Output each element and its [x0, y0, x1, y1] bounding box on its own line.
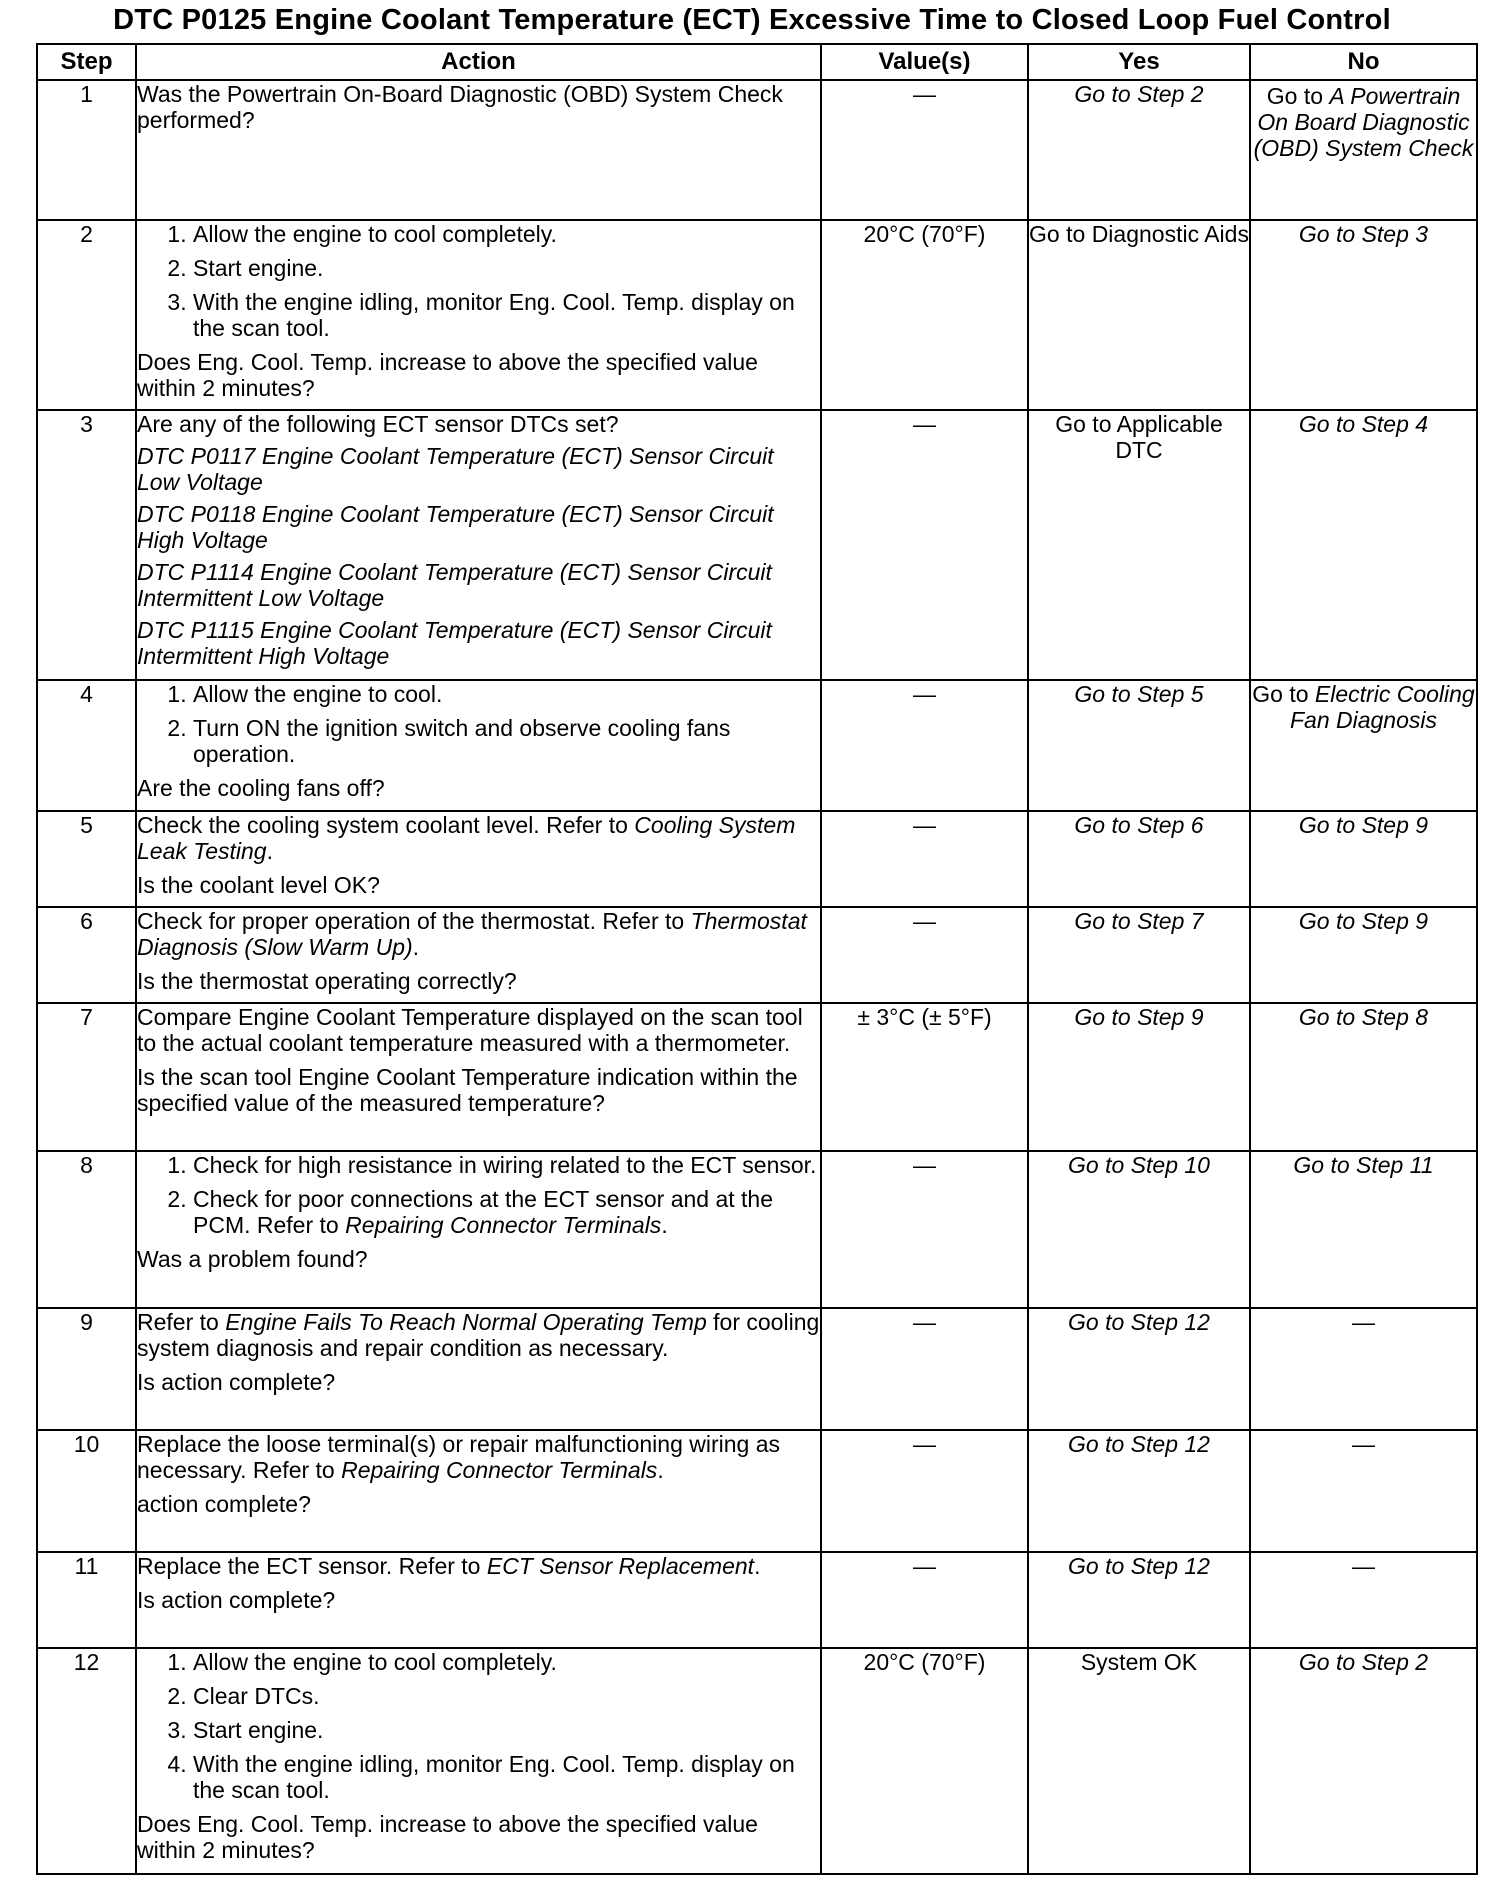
- value-cell: —: [821, 1552, 1028, 1648]
- action-step: 1. Check for high resistance in wiring related to the ECT sensor.: [193, 1152, 820, 1178]
- table-row-step-10: [37, 1430, 1477, 1552]
- table-row-step-6: [37, 907, 1477, 1003]
- no-cell: [1250, 680, 1477, 811]
- step-number: 5: [37, 811, 136, 907]
- no-cell: —: [1250, 1308, 1477, 1430]
- no-cell: —: [1250, 1430, 1477, 1552]
- action-text: Was the Powertrain On-Board Diagnostic (OBD) System Check performed?: [137, 81, 783, 133]
- action-text: [137, 1309, 820, 1361]
- dtc-reference[interactable]: DTC P0118 Engine Coolant Temperature (ECT) Sensor Circuit High Voltage: [137, 501, 774, 553]
- action-step: 1. Allow the engine to cool.: [193, 681, 820, 707]
- value-cell: —: [821, 1430, 1028, 1552]
- action-text-body: Refer to: [137, 1309, 219, 1335]
- reference-link[interactable]: Repairing Connector Terminals: [345, 1212, 662, 1238]
- yes-link[interactable]: Go to Step 10: [1068, 1152, 1210, 1178]
- action-step-list: [137, 1152, 820, 1238]
- table-row-step-1: [37, 80, 1477, 220]
- no-prefix: Go to: [1252, 681, 1309, 707]
- value-cell: —: [821, 410, 1028, 680]
- no-cell: —: [1250, 1552, 1477, 1648]
- action-step: [193, 1186, 820, 1238]
- yes-link[interactable]: Go to Step 5: [1074, 681, 1204, 707]
- action-text-end: .: [657, 1457, 664, 1483]
- no-link[interactable]: Go to Step 4: [1298, 411, 1429, 437]
- step-number: 1: [37, 80, 136, 220]
- action-question: action complete?: [137, 1491, 311, 1517]
- dtc-reference[interactable]: DTC P0117 Engine Coolant Temperature (ECT) Sensor Circuit Low Voltage: [137, 443, 774, 495]
- step-number: 8: [37, 1151, 136, 1308]
- table-row-step-8: [37, 1151, 1477, 1308]
- value-cell: —: [821, 1308, 1028, 1430]
- table-row-step-4: [37, 680, 1477, 811]
- action-cell: [136, 80, 821, 220]
- yes-link[interactable]: Go to Step 6: [1074, 812, 1204, 838]
- value-cell: —: [821, 907, 1028, 1003]
- action-text-end: for cooling system diagnosis and repair condition as necessary.: [137, 1309, 820, 1361]
- step-number: 3: [37, 410, 136, 680]
- table-row-step-3: [37, 410, 1477, 680]
- yes-cell: [1028, 1308, 1250, 1430]
- action-cell: [136, 410, 821, 680]
- action-text-body: Replace the ECT sensor. Refer to: [137, 1553, 481, 1579]
- no-prefix: Go to: [1266, 83, 1324, 109]
- value-cell: ± 3°C (± 5°F): [821, 1003, 1028, 1151]
- action-question: Is the scan tool Engine Coolant Temperature indication within the specified value of the measured temperature?: [137, 1064, 798, 1116]
- action-question: Does Eng. Cool. Temp. increase to above the specified value within 2 minutes?: [137, 349, 758, 401]
- yes-link[interactable]: Go to Diagnostic Aids: [1029, 221, 1249, 247]
- reference-link[interactable]: Repairing Connector Terminals: [341, 1457, 658, 1483]
- action-text-body: Check the cooling system coolant level. Refer to: [137, 812, 628, 838]
- reference-link[interactable]: ECT Sensor Replacement: [486, 1553, 755, 1579]
- yes-cell: [1028, 1430, 1250, 1552]
- yes-cell: [1028, 811, 1250, 907]
- action-text: [137, 908, 820, 960]
- action-cell: [136, 1430, 821, 1552]
- yes-cell: [1028, 410, 1250, 680]
- table-row-step-2: [37, 220, 1477, 410]
- header-step: Step: [37, 44, 136, 80]
- action-cell: [136, 907, 821, 1003]
- action-cell: [136, 1308, 821, 1430]
- no-link[interactable]: Go to Step 3: [1298, 221, 1429, 247]
- no-link[interactable]: Go to Step 9: [1298, 908, 1429, 934]
- action-step-end: .: [661, 1212, 668, 1238]
- action-step: 2. Start engine.: [193, 255, 820, 281]
- action-text-end: .: [412, 934, 420, 960]
- reference-link[interactable]: Thermostat Diagnosis (Slow Warm Up): [137, 908, 807, 960]
- value-cell: 20°C (70°F): [821, 1648, 1028, 1874]
- action-step: 3. Start engine.: [193, 1717, 820, 1743]
- value-cell: —: [821, 811, 1028, 907]
- step-number: 11: [37, 1552, 136, 1648]
- yes-link[interactable]: Go to Step 12: [1068, 1431, 1210, 1457]
- action-question: Are any of the following ECT sensor DTCs set?: [137, 411, 619, 437]
- yes-cell: [1028, 1151, 1250, 1308]
- step-number: 7: [37, 1003, 136, 1151]
- no-cell: [1250, 1648, 1477, 1874]
- action-text-body: Replace the loose terminal(s) or repair malfunctioning wiring as necessary. Refer to: [137, 1431, 781, 1483]
- action-question: Are the cooling fans off?: [137, 775, 385, 801]
- no-cell: [1250, 1003, 1477, 1151]
- no-link[interactable]: Go to Step 2: [1298, 1649, 1429, 1675]
- table-row-step-7: [37, 1003, 1477, 1151]
- step-number: 4: [37, 680, 136, 811]
- no-link[interactable]: A Powertrain On Board Diagnostic (OBD) System Check: [1253, 83, 1474, 161]
- action-cell: [136, 1648, 821, 1874]
- yes-link[interactable]: System OK: [1080, 1649, 1198, 1675]
- action-step: 3. With the engine idling, monitor Eng. Cool. Temp. display on the scan tool.: [193, 289, 820, 341]
- value-cell: 20°C (70°F): [821, 220, 1028, 410]
- step-number: 9: [37, 1308, 136, 1430]
- step-number: 6: [37, 907, 136, 1003]
- action-step: 2. Turn ON the ignition switch and observe cooling fans operation.: [193, 715, 820, 767]
- action-question: Does Eng. Cool. Temp. increase to above the specified value within 2 minutes?: [137, 1811, 758, 1863]
- yes-link[interactable]: Go to Step 7: [1074, 908, 1204, 934]
- yes-cell: [1028, 1648, 1250, 1874]
- value-cell: —: [821, 680, 1028, 811]
- action-text: Compare Engine Coolant Temperature displayed on the scan tool to the actual coolant temperature measured with a thermometer.: [137, 1004, 803, 1056]
- yes-cell: [1028, 1003, 1250, 1151]
- action-step-list: [137, 1649, 820, 1803]
- action-step-list: [137, 221, 820, 341]
- no-link[interactable]: Go to Step 9: [1298, 812, 1429, 838]
- action-step-list: [137, 681, 820, 767]
- page-title: DTC P0125 Engine Coolant Temperature (ECT) Excessive Time to Closed Loop Fuel Control: [113, 4, 1391, 36]
- step-number: 12: [37, 1648, 136, 1874]
- action-cell: [136, 1552, 821, 1648]
- table-row-step-11: [37, 1552, 1477, 1648]
- action-cell: [136, 1151, 821, 1308]
- no-cell: [1250, 811, 1477, 907]
- diagnostic-table: [36, 43, 1478, 1875]
- table-row-step-12: [37, 1648, 1477, 1874]
- table-row-step-5: [37, 811, 1477, 907]
- action-cell: [136, 1003, 821, 1151]
- action-step-text: Check for poor connections at the ECT sensor and at the PCM. Refer to: [193, 1186, 774, 1238]
- yes-link[interactable]: Go to Step 12: [1068, 1553, 1210, 1579]
- action-text-end: .: [754, 1553, 761, 1579]
- action-step: 4. With the engine idling, monitor Eng. Cool. Temp. display on the scan tool.: [193, 1751, 820, 1803]
- action-text-end: .: [266, 838, 273, 864]
- no-cell: [1250, 410, 1477, 680]
- table-row-step-9: [37, 1308, 1477, 1430]
- yes-link[interactable]: Go to Step 9: [1074, 1004, 1204, 1030]
- action-text: [137, 1431, 820, 1483]
- action-question: Was a problem found?: [137, 1246, 368, 1272]
- yes-link[interactable]: Go to Step 2: [1074, 81, 1204, 107]
- action-question: Is action complete?: [137, 1369, 336, 1395]
- yes-cell: [1028, 680, 1250, 811]
- reference-link[interactable]: Engine Fails To Reach Normal Operating Temp: [225, 1309, 707, 1335]
- step-number: 2: [37, 220, 136, 410]
- value-cell: —: [821, 1151, 1028, 1308]
- header-action: Action: [136, 44, 821, 80]
- no-link[interactable]: Go to Step 8: [1298, 1004, 1429, 1030]
- no-cell: [1250, 1151, 1477, 1308]
- no-cell: [1250, 907, 1477, 1003]
- yes-link[interactable]: Go to Step 12: [1068, 1309, 1210, 1335]
- dtc-reference[interactable]: DTC P1114 Engine Coolant Temperature (ECT) Sensor Circuit Intermittent Low Voltage: [137, 559, 772, 611]
- yes-cell: [1028, 220, 1250, 410]
- no-link[interactable]: Go to Step 11: [1293, 1152, 1434, 1178]
- action-question: Is action complete?: [137, 1587, 336, 1613]
- action-text: [137, 1553, 820, 1579]
- value-cell: —: [821, 80, 1028, 220]
- reference-link[interactable]: Cooling System Leak Testing: [137, 812, 796, 864]
- yes-cell: [1028, 907, 1250, 1003]
- dtc-reference[interactable]: DTC P1115 Engine Coolant Temperature (ECT) Sensor Circuit Intermittent High Voltage: [137, 617, 772, 669]
- action-step: 1. Allow the engine to cool completely.: [193, 221, 820, 247]
- header-no: No: [1250, 44, 1477, 80]
- header-yes: Yes: [1028, 44, 1250, 80]
- yes-cell: [1028, 1552, 1250, 1648]
- action-text-body: Check for proper operation of the thermostat. Refer to: [137, 908, 685, 934]
- header-values: Value(s): [821, 44, 1028, 80]
- action-step: 2. Clear DTCs.: [193, 1683, 820, 1709]
- action-cell: [136, 220, 821, 410]
- action-text: [137, 812, 820, 864]
- yes-cell: [1028, 80, 1250, 220]
- no-cell: [1250, 220, 1477, 410]
- action-question: Is the thermostat operating correctly?: [137, 968, 517, 994]
- step-number: 10: [37, 1430, 136, 1552]
- action-cell: [136, 811, 821, 907]
- no-cell: [1250, 80, 1477, 220]
- action-step: 1. Allow the engine to cool completely.: [193, 1649, 820, 1675]
- action-question: Is the coolant level OK?: [137, 872, 380, 898]
- yes-link[interactable]: Go to Applicable DTC: [1055, 411, 1223, 463]
- header-row: [37, 44, 1477, 80]
- action-cell: [136, 680, 821, 811]
- no-link[interactable]: Electric Cooling Fan Diagnosis: [1289, 681, 1475, 733]
